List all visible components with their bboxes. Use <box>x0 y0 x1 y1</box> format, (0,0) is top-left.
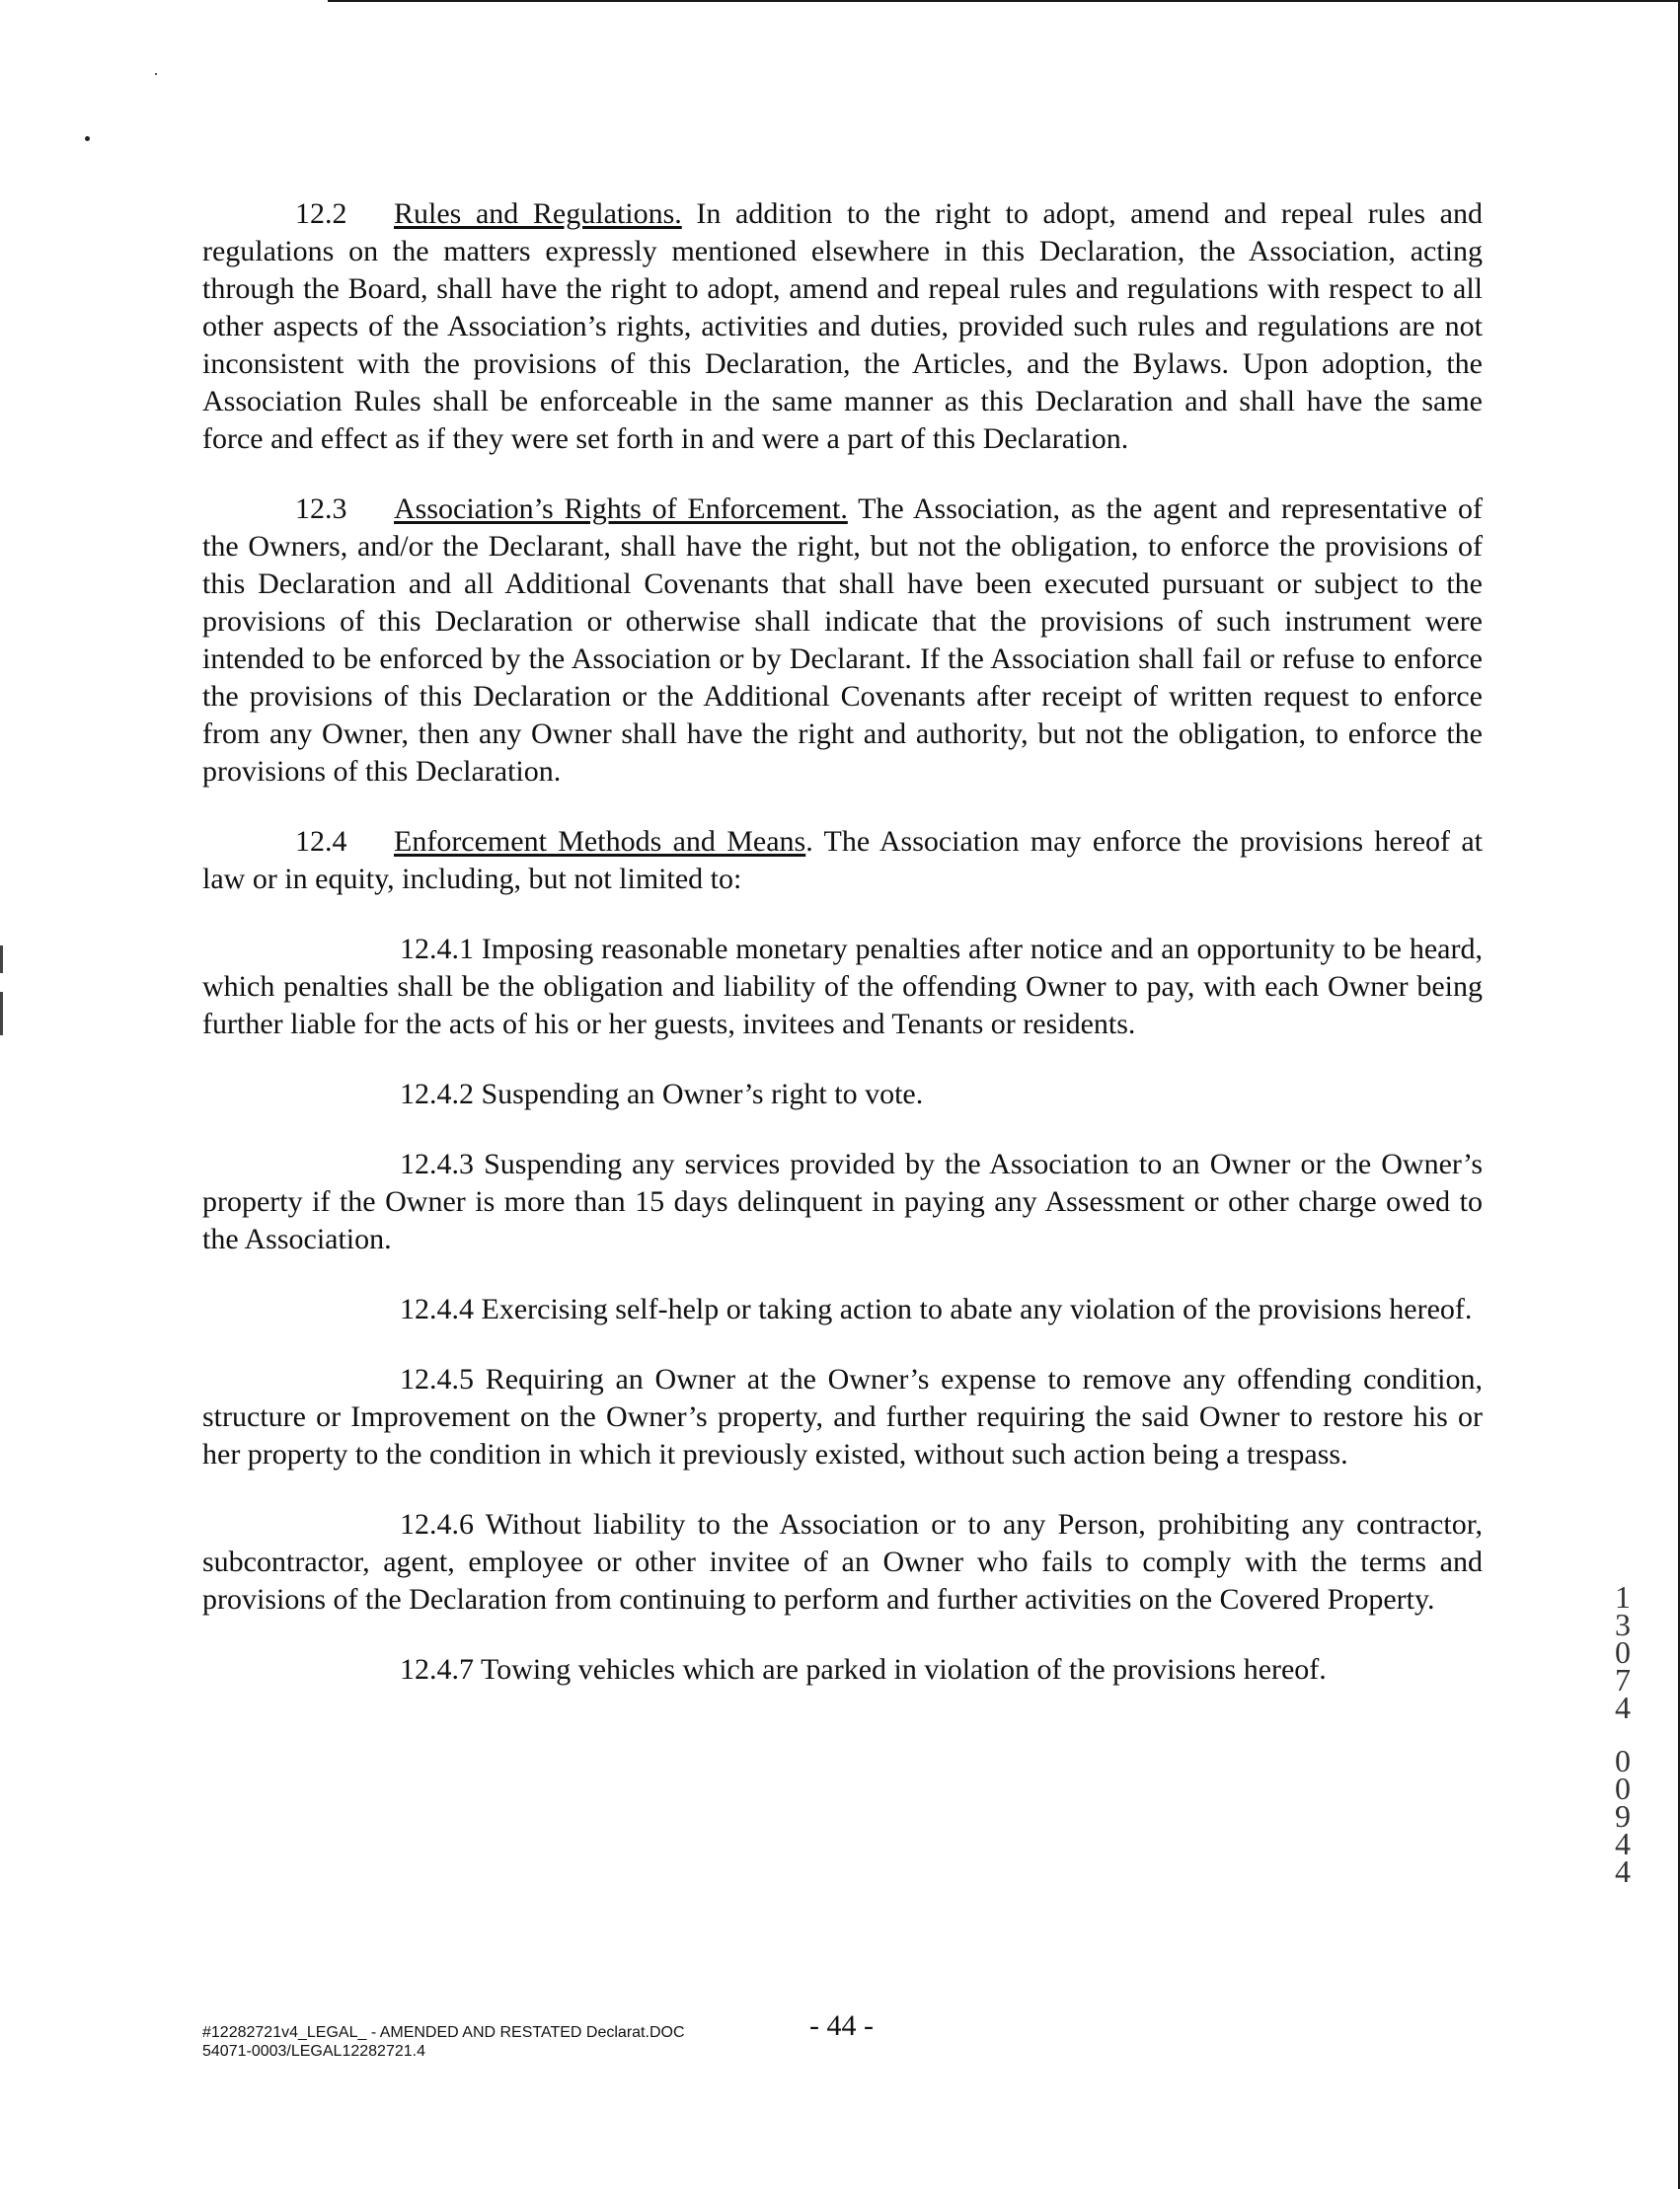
section-number: 12.4 <box>295 825 347 858</box>
page-number: - 44 - <box>809 2009 874 2042</box>
stamp-digit: 7 <box>1615 1662 1631 1698</box>
stamp-digit: 4 <box>1615 1690 1631 1725</box>
section-12-3 <box>202 491 1483 791</box>
recording-stamp <box>1608 1579 1638 1889</box>
section-title: Association’s Rights of Enforcement. <box>394 492 848 525</box>
section-number: 12.2 <box>295 197 347 230</box>
footer-code-line: #12282721v4_LEGAL_ - AMENDED AND RESTATED Declarat.DOC <box>202 2024 685 2041</box>
subsection-number: 12.4.7 <box>400 1653 474 1686</box>
subsection-12-4-1 <box>202 931 1483 1043</box>
page-top-border <box>328 0 1680 2</box>
subsection-number: 12.4.5 <box>400 1363 474 1396</box>
section-number: 12.3 <box>295 492 347 525</box>
stamp-digit: 1 <box>1615 1579 1631 1615</box>
subsection-12-4-5 <box>202 1361 1483 1473</box>
scan-speck <box>155 73 157 75</box>
subsection-12-4-2 <box>202 1076 1483 1113</box>
subsection-number: 12.4.2 <box>400 1078 474 1110</box>
section-title: Enforcement Methods and Means <box>394 825 806 858</box>
section-12-4 <box>202 823 1483 898</box>
stamp-digit: 0 <box>1615 1771 1631 1806</box>
subsection-number: 12.4.4 <box>400 1293 474 1325</box>
footer-document-code <box>202 2023 685 2061</box>
subsection-number: 12.4.1 <box>400 933 474 965</box>
subsection-text: Suspending an Owner’s right to vote. <box>481 1078 924 1110</box>
section-text: . The Association may enforce the provisions hereof at law or in equity, including, but not limited to: <box>202 825 1484 895</box>
subsection-text: Exercising self-help or taking action to abate any violation of the provisions hereof. <box>481 1293 1473 1325</box>
stamp-digit: 0 <box>1615 1634 1631 1670</box>
scan-edge-mark <box>0 992 3 1035</box>
footer-code-line: 54071-0003/LEGAL12282721.4 <box>202 2043 425 2060</box>
subsection-text: Without liability to the Association or to any Person, prohibiting any contractor, subcontractor, agent, employee or other invitee of an Owner who fails to comply with the terms and provisions of the Declaration from continuing to perform and further activities on the Covered Property. <box>202 1508 1483 1616</box>
subsection-12-4-7 <box>202 1651 1483 1689</box>
section-title: Rules and Regulations. <box>394 197 682 230</box>
section-12-2 <box>202 195 1483 458</box>
document-body <box>202 195 1483 1689</box>
subsection-text: Imposing reasonable monetary penalties after notice and an opportunity to be heard, which penalties shall be the obligation and liability of the offending Owner to pay, with each Owner being further liable for the acts of his or her guests, invitees and Tenants or residents. <box>202 933 1483 1040</box>
subsection-number: 12.4.3 <box>400 1148 474 1180</box>
subsection-text: Suspending any services provided by the Association to an Owner or the Owner’s property if the Owner is more than 15 days delinquent in paying any Assessment or other charge owed to the Association. <box>202 1148 1484 1255</box>
subsection-12-4-6 <box>202 1506 1483 1619</box>
stamp-digit: 9 <box>1615 1798 1631 1834</box>
section-text: The Association, as the agent and representative of the Owners, and/or the Declarant, shall have the right, but not the obligation, to enforce the provisions of this Declaration and all Additional Covenants that shall have been executed pursuant or subject to the provisions of this Declaration or otherwise shall indicate that the provisions of such instrument were intended to be enforced by the Association or by Declarant. If the Association shall fail or refuse to enforce the provisions of this Declaration or the Additional Covenants after receipt of written request to enforce from any Owner, then any Owner shall have the right and authority, but not the obligation, to enforce the provisions of this Declaration. <box>202 492 1483 788</box>
stamp-digit: 4 <box>1615 1853 1631 1889</box>
scan-speck <box>85 136 90 141</box>
stamp-digit: 3 <box>1615 1607 1631 1642</box>
subsection-text: Requiring an Owner at the Owner’s expense to remove any offending condition, structure or Improvement on the Owner’s property, and further requiring the said Owner to restore his or her property to the condition in which it previously existed, without such action being a trespass. <box>202 1363 1484 1471</box>
subsection-12-4-4 <box>202 1291 1483 1328</box>
stamp-digit: 4 <box>1615 1826 1631 1861</box>
subsection-text: Towing vehicles which are parked in violation of the provisions hereof. <box>480 1653 1327 1686</box>
stamp-digit: 0 <box>1615 1743 1631 1778</box>
subsection-12-4-3 <box>202 1146 1483 1258</box>
section-text: In addition to the right to adopt, amend and repeal rules and regulations on the matters expressly mentioned elsewhere in this Declaration, the Association, acting through the Board, shall have the right to adopt, amend and repeal rules and regulations with respect to all other aspects of the Association’s rights, activities and duties, provided such rules and regulations are not inconsistent with the provisions of this Declaration, the Articles, and the Bylaws. Upon adoption, the Association Rules shall be enforceable in the same manner as this Declaration and shall have the same force and effect as if they were set forth in and were a part of this Declaration. <box>202 197 1483 455</box>
subsection-number: 12.4.6 <box>400 1508 474 1541</box>
scan-edge-mark <box>0 945 3 973</box>
